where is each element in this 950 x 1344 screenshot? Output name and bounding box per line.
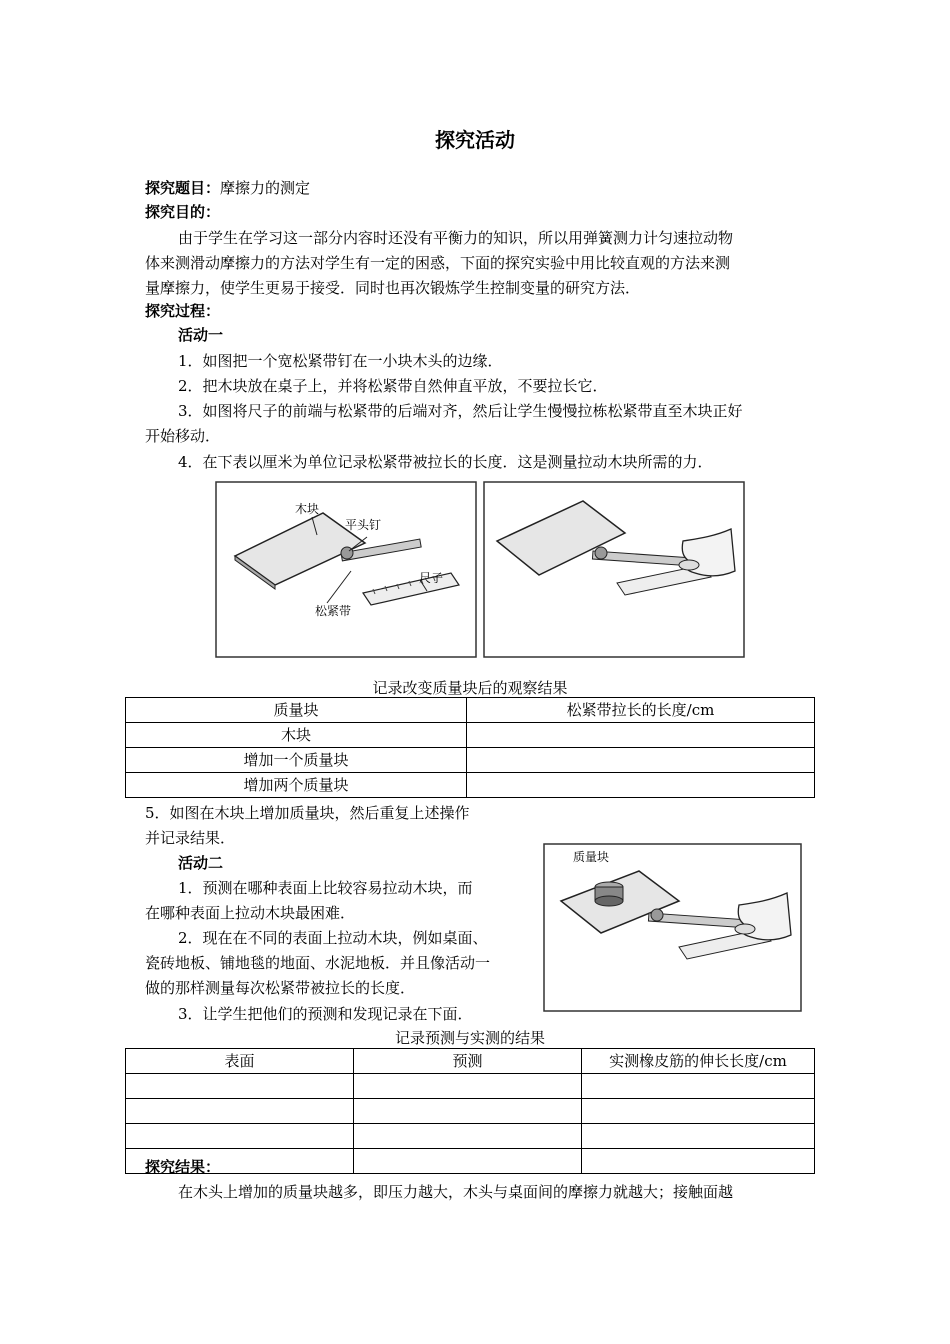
table-cell bbox=[126, 1099, 354, 1124]
table-cell bbox=[467, 748, 815, 773]
table-row bbox=[126, 1149, 815, 1174]
topic-value: 摩擦力的测定 bbox=[220, 179, 311, 197]
table-header-row bbox=[126, 698, 815, 723]
table-row bbox=[126, 723, 815, 748]
table-cell bbox=[582, 1099, 815, 1124]
label-nail: 平头钉 bbox=[345, 518, 382, 532]
page-title: 探究活动 bbox=[435, 128, 515, 152]
table-cell bbox=[126, 1074, 354, 1099]
table-cell bbox=[467, 773, 815, 798]
figure-mass-block bbox=[543, 843, 802, 1012]
activity1-step: 开始移动． bbox=[145, 427, 221, 445]
activity2-line: 3．让学生把他们的预测和发现记录在下面． bbox=[178, 1005, 473, 1023]
table-header-cell: 松紧带拉长的长度/cm bbox=[467, 698, 815, 723]
activity1-step5: 并记录结果． bbox=[145, 829, 236, 847]
topic bbox=[145, 176, 310, 200]
activity1-step: 1．如图把一个宽松紧带钉在一小块木头的边缘． bbox=[178, 352, 503, 370]
table-cell: 木块 bbox=[126, 723, 467, 748]
topic-label: 探究题目： bbox=[145, 179, 221, 197]
table-cell bbox=[354, 1149, 582, 1174]
table-cell bbox=[582, 1149, 815, 1174]
activity2-line: 2．现在在不同的表面上拉动木块，例如桌面、 bbox=[178, 929, 488, 947]
activity1-step5: 5．如图在木块上增加质量块，然后重复上述操作 bbox=[145, 804, 470, 822]
table-cell: 增加两个质量块 bbox=[126, 773, 467, 798]
table-row bbox=[126, 1124, 815, 1149]
table2-caption: 记录预测与实测的结果 bbox=[394, 1029, 545, 1047]
result-label: 探究结果： bbox=[145, 1158, 221, 1176]
result-line: 在木头上增加的质量块越多，即压力越大，木头与桌面间的摩擦力就越大；接触面越 bbox=[178, 1183, 734, 1201]
activity2-line: 在哪种表面上拉动木块最困难． bbox=[145, 904, 356, 922]
purpose-line: 体来测滑动摩擦力的方法对学生有一定的困惑，下面的探究实验中用比较直观的方法来测 bbox=[145, 254, 731, 272]
table-header-cell: 表面 bbox=[126, 1049, 354, 1074]
table-cell bbox=[126, 1124, 354, 1149]
purpose-label: 探究目的： bbox=[145, 203, 221, 221]
activity1-step: 3．如图将尺子的前端与松紧带的后端对齐，然后让学生慢慢拉栋松紧带直至木块正好 bbox=[178, 402, 743, 420]
label-ruler: 尺子 bbox=[419, 571, 444, 585]
table-cell bbox=[354, 1099, 582, 1124]
table-cell bbox=[582, 1124, 815, 1149]
label-wood: 木块 bbox=[295, 502, 320, 516]
label-mass: 质量块 bbox=[573, 850, 610, 864]
figure-block-setup bbox=[215, 481, 477, 658]
activity2-heading: 活动二 bbox=[178, 854, 224, 872]
label-band: 松紧带 bbox=[315, 604, 352, 618]
table-cell bbox=[582, 1074, 815, 1099]
activity2-line: 瓷砖地板、铺地毯的地面、水泥地板．并且像活动一 bbox=[145, 954, 491, 972]
process-label: 探究过程： bbox=[145, 302, 221, 320]
table-row bbox=[126, 1074, 815, 1099]
table-surface-results bbox=[125, 1048, 815, 1174]
table-header-cell: 质量块 bbox=[126, 698, 467, 723]
table-header-cell: 实测橡皮筋的伸长长度/cm bbox=[582, 1049, 815, 1074]
table-mass-results bbox=[125, 697, 815, 798]
table-row bbox=[126, 1099, 815, 1124]
activity1-step: 4．在下表以厘米为单位记录松紧带被拉长的长度．这是测量拉动木块所需的力． bbox=[178, 453, 713, 471]
figure-pulling-band bbox=[483, 481, 745, 658]
activity2-line: 1．预测在哪种表面上比较容易拉动木块，而 bbox=[178, 879, 473, 897]
table-header-row bbox=[126, 1049, 815, 1074]
table-row bbox=[126, 748, 815, 773]
table-row bbox=[126, 773, 815, 798]
table-header-cell: 预测 bbox=[354, 1049, 582, 1074]
activity1-heading: 活动一 bbox=[178, 326, 224, 344]
table1-caption: 记录改变质量块后的观察结果 bbox=[372, 679, 568, 697]
table-cell bbox=[354, 1124, 582, 1149]
table-cell bbox=[354, 1074, 582, 1099]
purpose-line: 量摩擦力，使学生更易于接受．同时也再次锻炼学生控制变量的研究方法． bbox=[145, 279, 641, 297]
purpose-line: 由于学生在学习这一部分内容时还没有平衡力的知识，所以用弹簧测力计匀速拉动物 bbox=[178, 229, 734, 247]
activity1-step: 2．把木块放在桌子上，并将松紧带自然伸直平放，不要拉长它． bbox=[178, 377, 608, 395]
activity2-line: 做的那样测量每次松紧带被拉长的长度． bbox=[145, 979, 416, 997]
table-cell: 增加一个质量块 bbox=[126, 748, 467, 773]
table-cell bbox=[467, 723, 815, 748]
